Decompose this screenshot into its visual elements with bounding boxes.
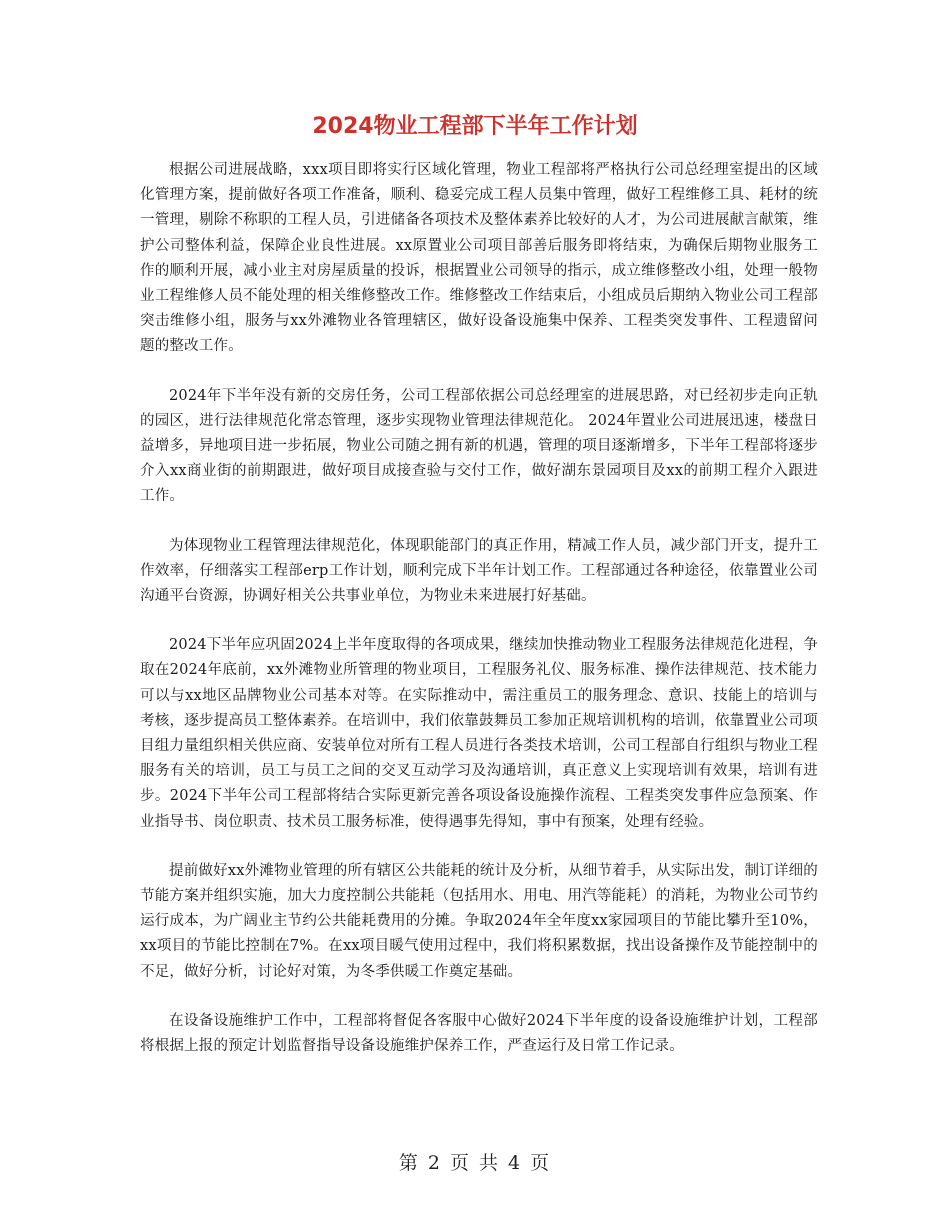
paragraph-1: 根据公司进展战略，xxx项目即将实行区域化管理，物业工程部将严格执行公司总经理室提出的区域化管理方案，提前做好各项工作准备，顺利、稳妥完成工程人员集中管理，做好工程维修工具、耗材的统一管理，剔除不称职的工程人员，引进储备各项技术及整体素养比较好的人才，为公司进展献言献策，维护公司整体利益，保障企业良性进展。xx原置业公司项目部善后服务即将结束，为确保后期物业服务工作的顺利开展，减小业主对房屋质量的投诉，根据置业公司领导的指示，成立维修整改小组，处理一般物业工程维修人员不能处理的相关维修整改工作。维修整改工作结束后，小组成员后期纳入物业公司工程部突击维修小组，服务与xx外滩物业各管理辖区，做好设备设施集中保养、工程类突发事件、工程遗留问题的整改工作。 (140, 162, 818, 355)
paragraph-5: 提前做好xx外滩物业管理的所有辖区公共能耗的统计及分析，从细节着手，从实际出发，制订详细的节能方案并组织实施，加大力度控制公共能耗（包括用水、用电、用汽等能耗）的消耗，为物业公司节约运行成本，为广阔业主节约公共能耗费用的分摊。争取2024年全年度xx家园项目的节能比攀升至10%，xx项目的节能比控制在7%。在xx项目暖气使用过程中，我们将积累数据，找出设备操作及节能控制中的不足，做好分析，讨论好对策，为冬季供暖工作奠定基础。 (140, 862, 818, 980)
document-body (140, 158, 818, 1083)
paragraph-6: 在设备设施维护工作中，工程部将督促各客服中心做好2024下半年度的设备设施维护计划，工程部将根据上报的预定计划监督指导设备设施维护保养工作，严查运行及日常工作记录。 (140, 1012, 818, 1055)
page-number-footer: 第 2 页 共 4 页 (398, 1152, 552, 1174)
paragraph-2: 2024年下半年没有新的交房任务，公司工程部依据公司总经理室的进展思路，对已经初步走向正轨的园区，进行法律规范化常态管理，逐步实现物业管理法律规范化。 2024年置业公司进展迅速，楼盘日益增多，异地项目进一步拓展，物业公司随之拥有新的机遇，管理的项目逐渐增多，下半年工程部将逐步介入xx商业街的前期跟进，做好项目成接查验与交付工作，做好湖东景园项目及xx的前期工程介入跟进工作。 (140, 387, 818, 505)
paragraph-3: 为体现物业工程管理法律规范化，体现职能部门的真正作用，精减工作人员，减少部门开支，提升工作效率，仔细落实工程部erp工作计划，顺利完成下半年计划工作。工程部通过各种途径，依靠置业公司沟通平台资源，协调好相关公共事业单位，为物业未来进展打好基础。 (140, 537, 818, 605)
paragraph-4: 2024下半年应巩固2024上半年度取得的各项成果，继续加快推动物业工程服务法律规范化进程，争取在2024年底前，xx外滩物业所管理的物业项目，工程服务礼仪、服务标准、操作法律规范、技术能力可以与xx地区品牌物业公司基本对等。在实际推动中，需注重员工的服务理念、意识、技能上的培训与考核，逐步提高员工整体素养。在培训中，我们依靠鼓舞员工参加正规培训机构的培训，依靠置业公司项目组力量组织相关供应商、安装单位对所有工程人员进行各类技术培训，公司工程部自行组织与物业工程服务有关的培训，员工与员工之间的交叉互动学习及沟通培训，真正意义上实现培训有效果，培训有进步。2024下半年公司工程部将结合实际更新完善各项设备设施操作流程、工程类突发事件应急预案、作业指导书、岗位职责、技术员工服务标准，使得遇事先得知，事中有预案，处理有经验。 (140, 637, 818, 830)
document-title: 2024物业工程部下半年工作计划 (312, 114, 638, 139)
